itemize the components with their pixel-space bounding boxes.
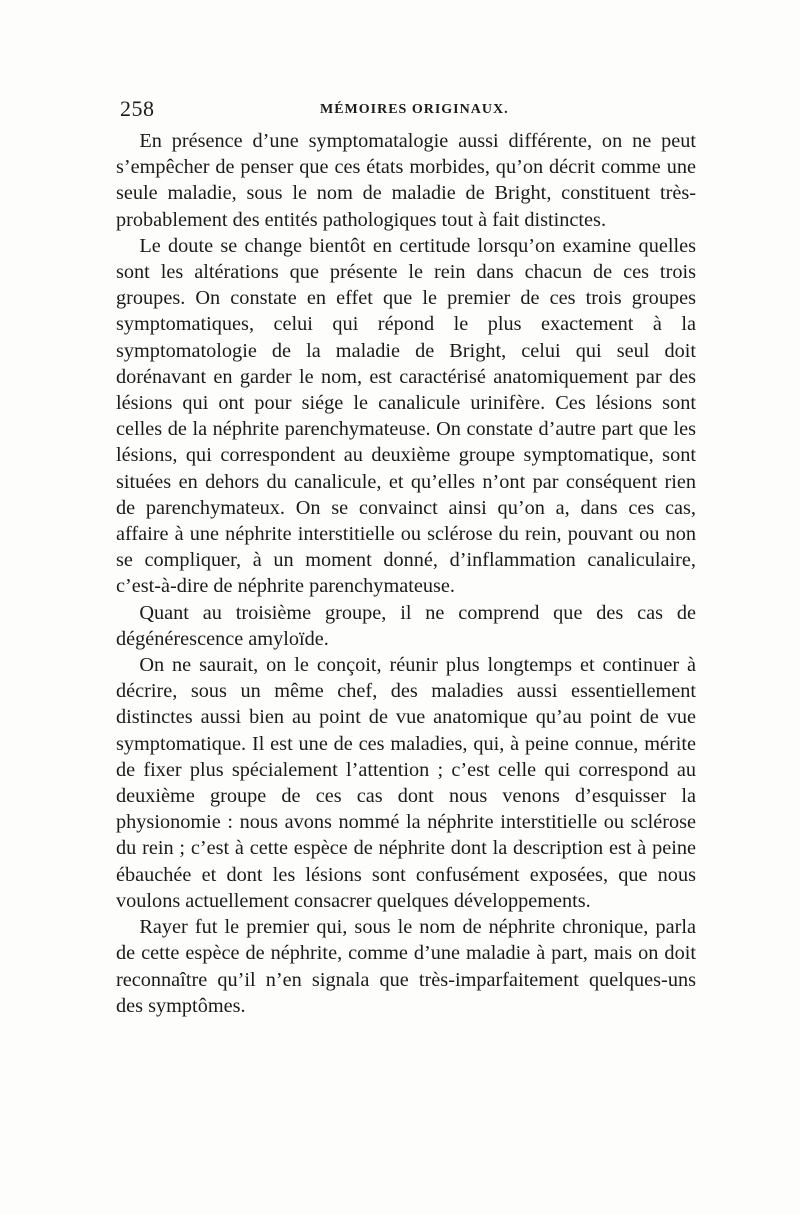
paragraph: Rayer fut le premier qui, sous le nom de néphrite chronique, parla de cette espèce de néphrite, comme d’une maladie à part, mais on doit reconnaître qu’il n’en signala que très-imparfaitement quelques-uns des symptômes. xyxy=(116,916,696,1017)
paragraph: Quant au troisième groupe, il ne comprend que des cas de dégénérescence amyloïde. xyxy=(116,601,696,650)
paragraph: On ne saurait, on le conçoit, réunir plus longtemps et continuer à décrire, sous un même chef, des maladies aussi essentiellement distinctes aussi bien au point de vue anatomique qu’au point de vue symptomatique. Il est une de ces maladies, qui, à peine connue, mérite de fixer plus spécialement l’attention ; c’est celle qui correspond au deuxième groupe de ces cas dont nous venons d’esquisser la physionomie : nous avons nommé la néphrite interstitielle ou sclérose du rein ; c’est à cette espèce de néphrite dont la description est à peine ébauchée et dont les lésions sont confusément exposées, que nous voulons actuellement consacrer quelques développements. xyxy=(116,654,696,912)
paragraph: En présence d’une symptomatalogie aussi différente, on ne peut s’empêcher de penser que ces états morbides, qu’on décrit comme une seule maladie, sous le nom de maladie de Bright, constituent très-probablement des entités pathologiques tout à fait distinctes. xyxy=(116,130,696,231)
paragraph: Le doute se change bientôt en certitude lorsqu’on examine quelles sont les altérations que présente le rein dans chacun de ces trois groupes. On constate en effet que le premier de ces trois groupes symptomatiques, celui qui répond le plus exactement à la symptomatologie de la maladie de Bright, celui qui seul doit dorénavant en garder le nom, est caractérisé anatomiquement par des lésions qui ont pour siége le canalicule urinifère. Ces lésions sont celles de la néphrite parenchymateuse. On constate d’autre part que les lésions, qui correspondent au deuxième groupe symptomatique, sont situées en dehors du canalicule, et qu’elles n’ont par conséquent rien de parenchymateux. On se convainct ainsi qu’on a, dans ces cas, affaire à une néphrite interstitielle ou sclérose du rein, pouvant ou non se compliquer, à un moment donné, d’inflammation canaliculaire, c’est-à-dire de néphrite parenchymateuse. xyxy=(116,234,696,598)
page-number: 258 xyxy=(120,96,155,121)
body-text xyxy=(116,128,696,1019)
page-header xyxy=(120,96,695,124)
running-head: MÉMOIRES ORIGINAUX. xyxy=(320,102,509,117)
